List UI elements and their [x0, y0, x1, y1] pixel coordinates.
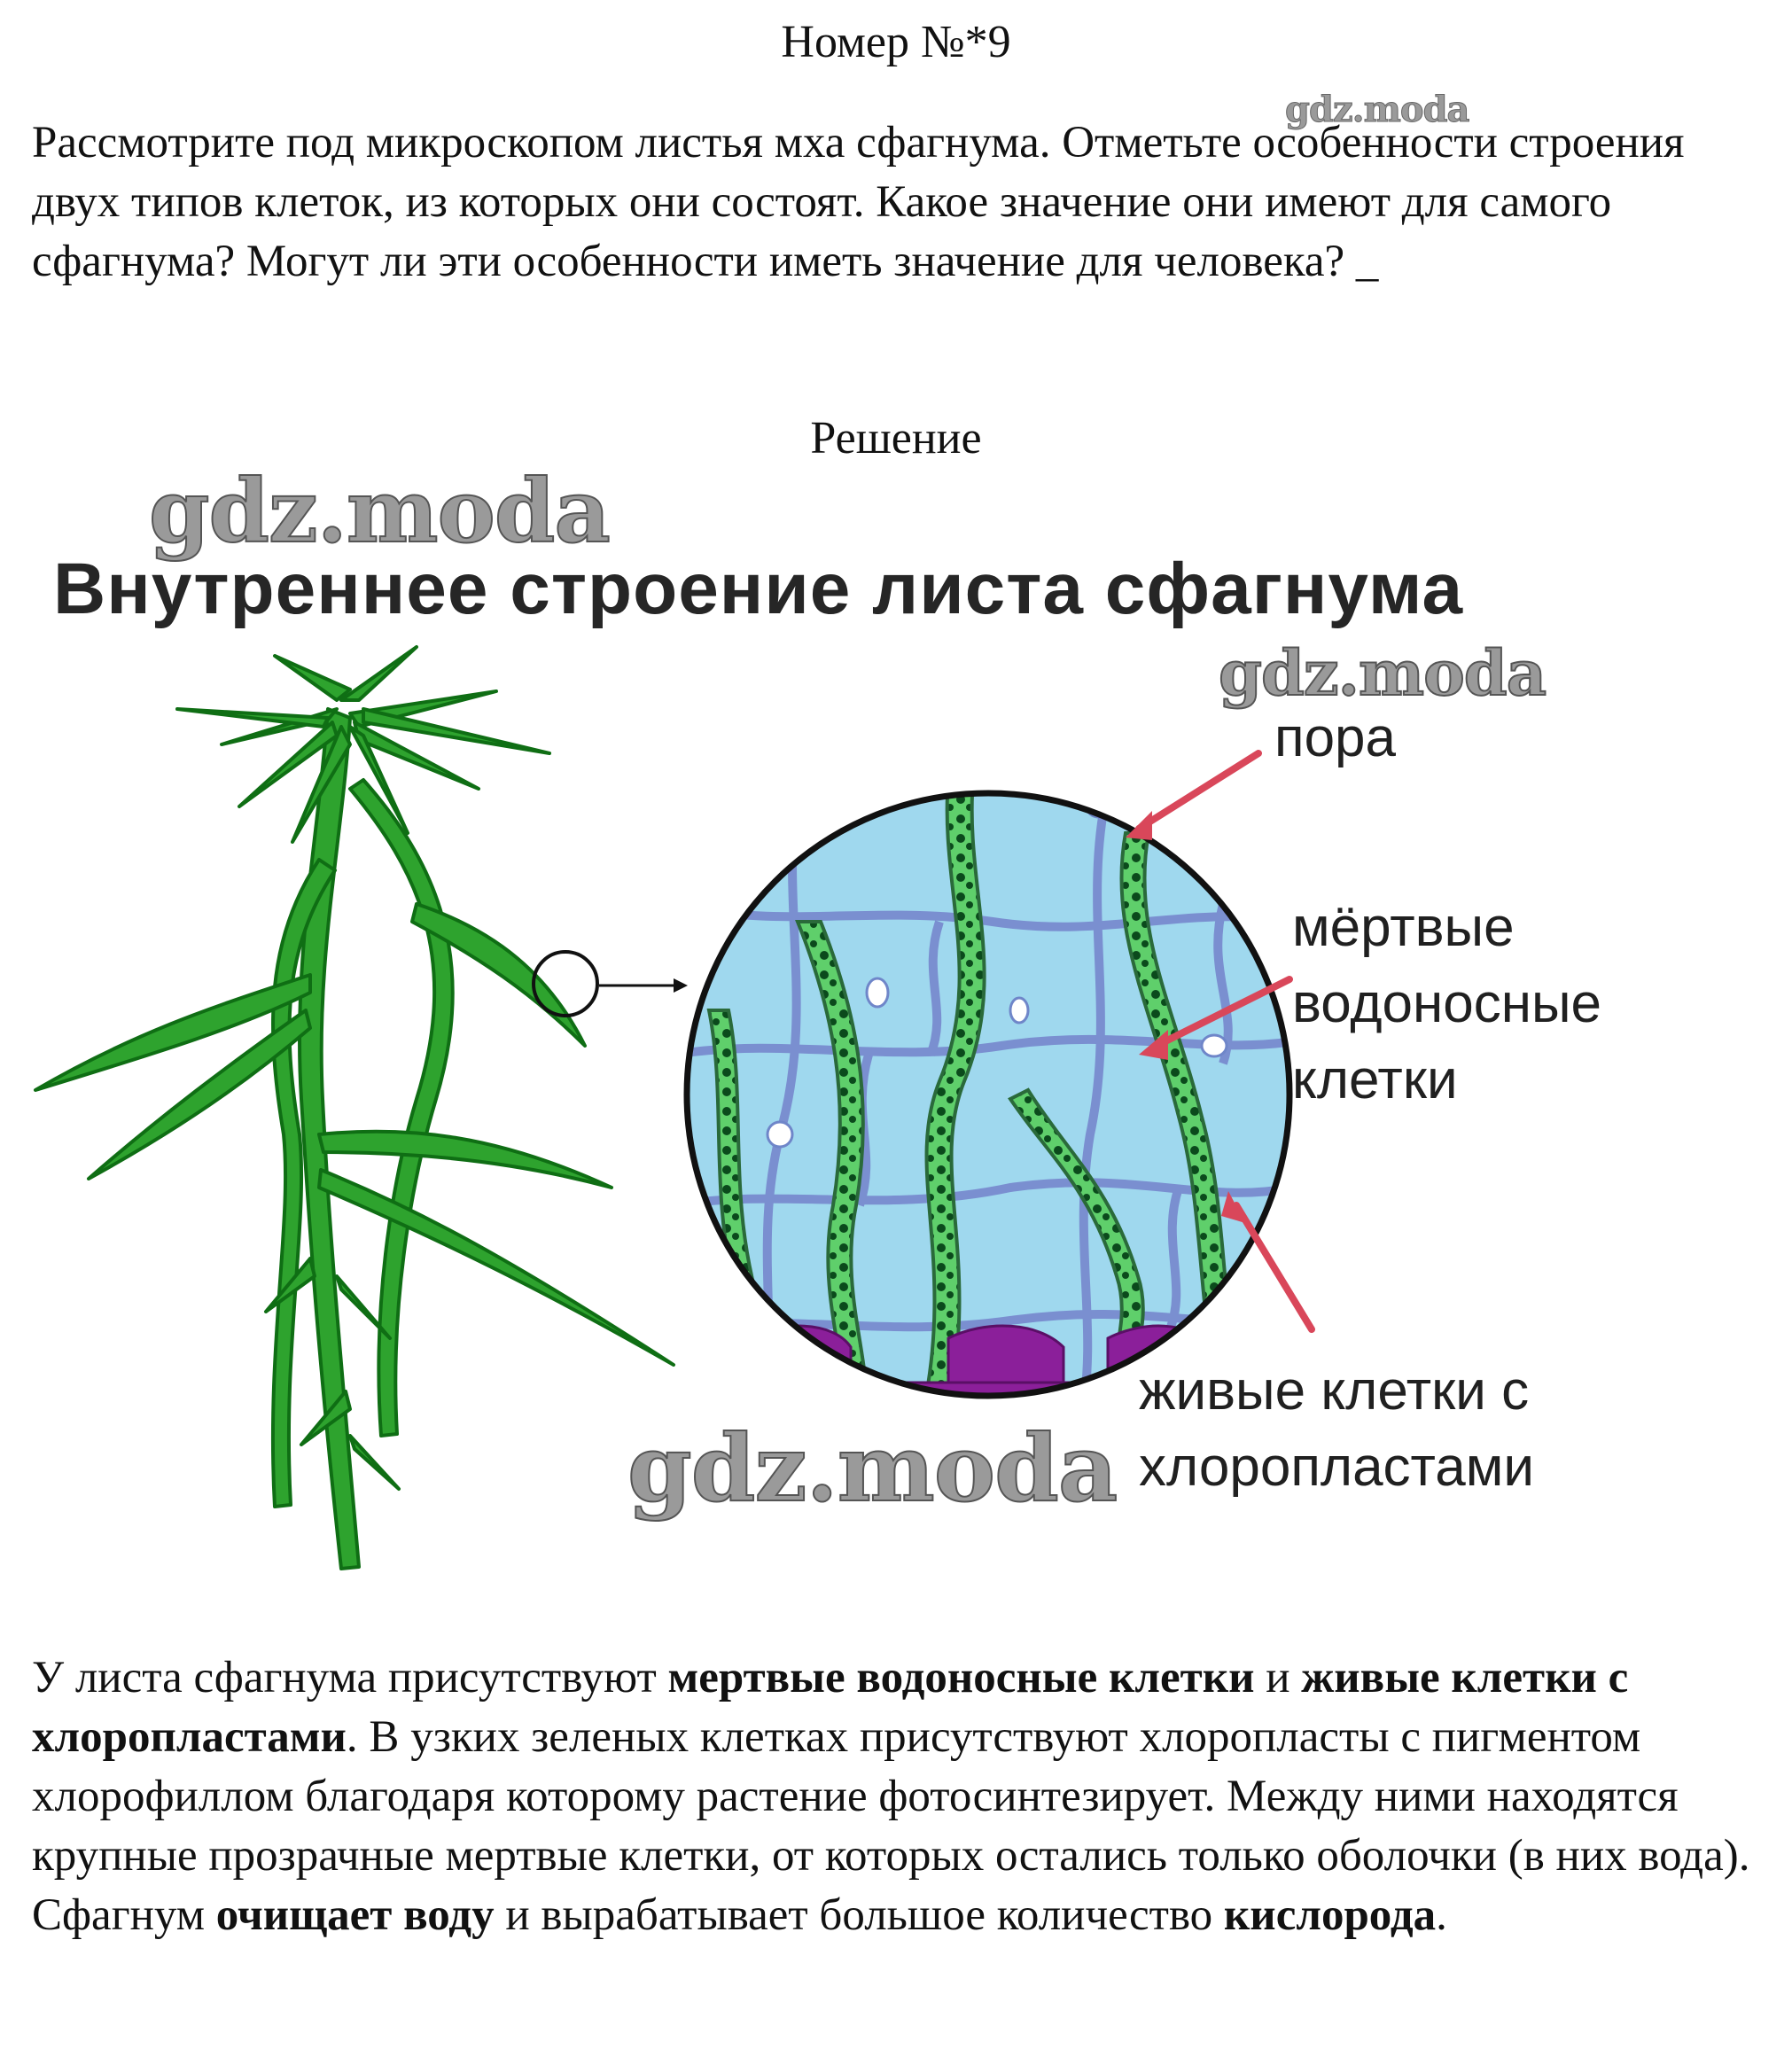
answer-s1-b: мертвые водоносные клетки — [667, 1653, 1255, 1702]
answer-s1-d: живые клетки с хлоропластами — [32, 1653, 1629, 1762]
diagram-title: Внутреннее строение листа сфагнума — [53, 549, 1464, 629]
answer-s2-c: и вырабатывает большое количество — [494, 1890, 1224, 1940]
answer-s1-e: . В узких зеленых клетках присутствуют хлоропласты с пигментом хлорофиллом благодаря которому растение фотосинтезирует. Между ними находятся крупные прозрачные мертвые клетки, от которых остались только оболочки (в них вода). — [32, 1712, 1750, 1881]
moss-plant-icon — [35, 647, 674, 1569]
label-pore: пора — [1274, 707, 1397, 768]
label-live-cells-line1: живые клетки с — [1139, 1360, 1530, 1422]
answer-s2-e: . — [1436, 1890, 1447, 1940]
label-dead-cells — [1292, 890, 1753, 1118]
label-live-cells-line2: хлоропластами — [1139, 1437, 1534, 1498]
answer-s2-a: Сфагнум — [32, 1890, 216, 1940]
answer-s1-c: и — [1254, 1653, 1302, 1702]
watermark: gdz.moda — [627, 1414, 1118, 1523]
solution-heading: Решение — [810, 413, 982, 464]
label-dead-cells-line2: водоносные — [1292, 973, 1602, 1034]
answer-s2-d: кислорода — [1223, 1890, 1437, 1940]
watermark: gdz.moda — [1285, 89, 1469, 130]
answer-s1-a: У листа сфагнума присутствуют — [32, 1653, 668, 1702]
label-live-cells — [1139, 1353, 1759, 1506]
magnifier-circle-icon — [674, 780, 1312, 1418]
label-dead-cells-line3: клетки — [1292, 1049, 1458, 1110]
answer-text — [32, 1648, 1769, 1945]
label-dead-cells-line1: мёртвые — [1292, 897, 1515, 958]
answer-s2-b: очищает воду — [215, 1890, 495, 1940]
watermark: gdz.moda — [1219, 636, 1547, 710]
task-text: Рассмотрите под микроскопом листья мха сфагнума. Отметьте особенности строения двух типов клеток, из которых они состоят. Какое значение они имеют для самого сфагнума? Могут ли эти особенности иметь значение для человека? _ — [32, 118, 1685, 286]
watermark: gdz.moda — [149, 461, 610, 563]
page-number: Номер №*9 — [781, 17, 1011, 67]
